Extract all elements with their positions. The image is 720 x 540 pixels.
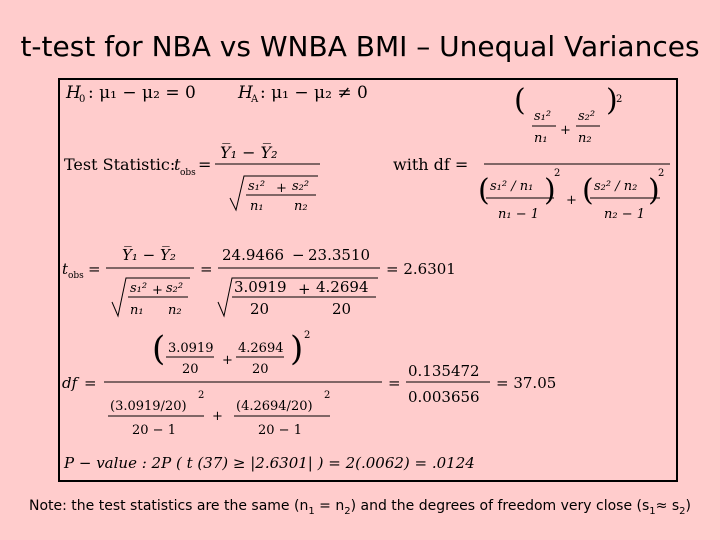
svg-text:+: + (566, 193, 577, 208)
t-result: = 2.6301 (386, 260, 456, 278)
svg-text:=: = (388, 374, 401, 392)
svg-text:n₁ − 1: n₁ − 1 (498, 207, 540, 222)
svg-text:2: 2 (554, 168, 561, 179)
footnote (0, 498, 720, 517)
h0-label: H (66, 83, 81, 103)
df-formula (393, 83, 670, 222)
svg-text:2: 2 (198, 390, 205, 401)
ha-rest: : μ₁ − μ₂ ≠ 0 (260, 83, 368, 103)
null-hypothesis (65, 83, 196, 105)
svg-text:−: − (292, 246, 305, 264)
var1-value: 3.0919 (234, 278, 287, 296)
svg-text:s₂²: s₂² (292, 179, 310, 194)
svg-text:+: + (276, 181, 287, 196)
svg-text:2: 2 (324, 390, 331, 401)
svg-text:n₂: n₂ (294, 199, 308, 214)
svg-text:df: df (62, 374, 78, 392)
svg-text:n₂: n₂ (578, 131, 592, 146)
mean2-value: 23.3510 (308, 246, 371, 264)
svg-text:s₁²: s₁² (130, 281, 148, 296)
formula-panel (58, 78, 678, 482)
footnote-sub-s2: 2 (679, 505, 686, 517)
svg-text:+: + (152, 283, 163, 298)
t-obs-sub: obs (180, 168, 196, 178)
t-obs-computation (62, 245, 456, 318)
p-value-line: P − value : 2P ( t (37) ≥ |2.6301| ) = 2(.0062) = .0124 (64, 454, 475, 472)
footnote-approx: ≈ s (655, 498, 680, 514)
svg-text:Y̅₁ − Y̅₂: Y̅₁ − Y̅₂ (122, 246, 176, 264)
svg-text:s₁² / n₁: s₁² / n₁ (490, 179, 534, 194)
svg-text:n₂: n₂ (168, 303, 182, 318)
footnote-sub-n2: 2 (344, 505, 351, 517)
svg-text:+: + (212, 409, 223, 424)
svg-text:3.0919: 3.0919 (168, 341, 214, 356)
df-result: = 37.05 (496, 374, 557, 392)
svg-text:=: = (200, 260, 213, 278)
svg-text:t: t (62, 260, 69, 278)
footnote-prefix: Note: the test statistics are the same (n (28, 498, 309, 514)
mean1-value: 24.9466 (222, 246, 285, 264)
svg-text:n₁: n₁ (130, 303, 144, 318)
svg-text:=: = (198, 155, 212, 174)
svg-text:n₁: n₁ (250, 199, 264, 214)
test-statistic-formula (64, 142, 320, 214)
svg-text:2: 2 (616, 94, 623, 105)
svg-text:): ) (606, 83, 618, 118)
svg-text:20: 20 (182, 362, 199, 377)
svg-text:=: = (88, 260, 101, 278)
svg-text:(: ( (514, 83, 526, 118)
h0-rest: : μ₁ − μ₂ = 0 (88, 83, 196, 103)
svg-text:(: ( (582, 173, 594, 208)
svg-text:s₂² / n₂: s₂² / n₂ (594, 179, 638, 194)
svg-text:(: ( (478, 173, 490, 208)
svg-text:s₁²: s₁² (534, 109, 552, 124)
ha-label: H (238, 83, 253, 103)
svg-text:): ) (290, 329, 304, 369)
df-numerator: 0.135472 (408, 362, 480, 380)
svg-text:n₁: n₁ (534, 131, 548, 146)
svg-text:s₂²: s₂² (166, 281, 184, 296)
svg-text:): ) (648, 173, 660, 208)
df-computation (62, 329, 556, 438)
svg-text:2: 2 (304, 330, 311, 341)
svg-text:(: ( (152, 329, 166, 369)
df-denominator: 0.003656 (408, 388, 480, 406)
svg-text:): ) (544, 173, 556, 208)
svg-text:20: 20 (252, 362, 269, 377)
df-d1: 20 − 1 (132, 423, 176, 438)
footnote-sub-n1: 1 (308, 505, 315, 517)
svg-text:+: + (222, 353, 233, 368)
svg-text:n₂ − 1: n₂ − 1 (604, 207, 646, 222)
n1-value: 20 (250, 300, 270, 318)
svg-text:Y̅₁ − Y̅₂: Y̅₁ − Y̅₂ (220, 143, 278, 162)
footnote-middle: ) and the degrees of freedom very close (s (350, 498, 650, 514)
formula-svg (60, 80, 676, 480)
alt-hypothesis (237, 83, 368, 105)
var2-value: 4.2694 (316, 278, 369, 296)
svg-text:s₂²: s₂² (578, 109, 596, 124)
df-term2: (4.2694/20) (236, 399, 313, 414)
svg-text:s₁²: s₁² (248, 179, 266, 194)
svg-text:=: = (84, 374, 97, 392)
svg-text:2: 2 (658, 168, 665, 179)
footnote-eq: = n (314, 498, 345, 514)
svg-text:+: + (298, 280, 311, 298)
test-statistic-label: Test Statistic: (64, 155, 176, 174)
ha-sub: A (251, 94, 259, 105)
n2-value: 20 (332, 300, 352, 318)
svg-text:4.2694: 4.2694 (238, 341, 284, 356)
h0-sub: 0 (79, 94, 86, 105)
df-term1: (3.0919/20) (110, 399, 187, 414)
df-d2: 20 − 1 (258, 423, 302, 438)
svg-text:obs: obs (68, 271, 84, 281)
slide-title: t-test for NBA vs WNBA BMI – Unequal Variances (20, 30, 700, 63)
footnote-sub-s1: 1 (649, 505, 656, 517)
with-df-label: with df = (393, 155, 469, 174)
footnote-suffix: ) (685, 498, 691, 514)
t-obs-symbol: t (174, 155, 181, 174)
svg-text:+: + (560, 123, 571, 138)
